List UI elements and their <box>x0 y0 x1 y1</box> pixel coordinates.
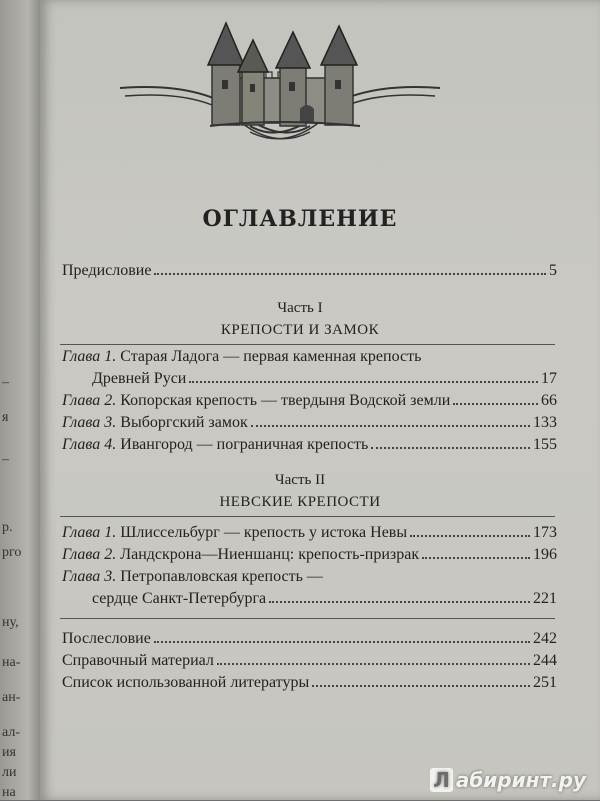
toc-title: ОГЛАВЛЕНИЕ <box>202 206 398 232</box>
left-page-fragment: ия <box>2 745 16 760</box>
part-1-subtitle: КРЕПОСТИ И ЗАМОК <box>220 322 380 338</box>
toc-entry-label: Послесловие <box>62 630 151 647</box>
dot-leader <box>371 447 530 449</box>
dot-leader <box>154 641 530 643</box>
toc-entry-part1-ch1-line1[interactable] <box>62 348 421 366</box>
dot-leader <box>410 535 530 537</box>
toc-entry-reference[interactable] <box>62 652 557 670</box>
chapter-number: Глава 1. <box>62 348 117 365</box>
castle-illustration <box>120 18 440 148</box>
part-2-heading: Часть II <box>274 472 326 488</box>
dot-leader <box>189 381 538 383</box>
chapter-number: Глава 3. <box>62 568 117 585</box>
toc-page <box>40 0 600 800</box>
chapter-title: Старая Ладога — первая каменная крепость <box>120 348 422 365</box>
left-page-edge <box>0 0 40 800</box>
divider <box>60 344 555 345</box>
chapter-number: Глава 3. <box>62 414 117 431</box>
left-page-fragment: рго <box>2 545 22 560</box>
dot-leader <box>217 663 530 665</box>
left-page-fragment: – <box>2 452 9 467</box>
left-page-fragment: ну, <box>2 615 19 630</box>
left-page-fragment: ли <box>2 765 17 780</box>
divider <box>60 618 555 619</box>
toc-entry-part1-ch2[interactable] <box>62 392 557 410</box>
watermark-letter: Л <box>430 768 453 792</box>
watermark-logo <box>430 768 586 792</box>
toc-entry-part1-ch1-line2[interactable] <box>92 370 557 388</box>
chapter-title: Шлиссельбург — крепость у истока Невы <box>120 524 408 541</box>
chapter-number: Глава 2. <box>62 392 117 409</box>
chapter-title: Ландскрона—Ниеншанц: крепость-призрак <box>120 546 420 563</box>
dot-leader <box>422 557 530 559</box>
toc-entry-label: Предисловие <box>62 262 152 279</box>
chapter-title: Ивангород — пограничная крепость <box>120 436 369 453</box>
toc-entry-page: 196 <box>533 546 557 563</box>
watermark-text: абиринт.ру <box>455 768 586 792</box>
toc-entry-preface[interactable] <box>62 262 557 280</box>
dot-leader <box>453 403 538 405</box>
chapter-title-cont: сердце Санкт-Петербурга <box>92 590 267 607</box>
dot-leader <box>312 685 530 687</box>
dot-leader <box>154 273 546 275</box>
left-page-fragment: я <box>2 410 9 425</box>
toc-entry-afterword[interactable] <box>62 630 557 648</box>
chapter-title: Петропавловская крепость — <box>120 568 323 585</box>
toc-entry-page: 133 <box>533 414 557 431</box>
part-2-subtitle: НЕВСКИЕ КРЕПОСТИ <box>219 494 381 510</box>
left-page-fragment: ал- <box>2 725 20 740</box>
toc-entry-part1-ch3[interactable] <box>62 414 557 432</box>
chapter-title: Копорская крепость — твердыня Водской земли <box>120 392 451 409</box>
toc-entry-label: Справочный материал <box>62 652 214 669</box>
toc-entry-page: 251 <box>533 674 557 691</box>
toc-entry-page: 66 <box>541 392 557 409</box>
left-page-fragment: ан- <box>2 690 21 705</box>
left-page-fragment: р. <box>2 520 13 535</box>
chapter-number: Глава 1. <box>62 524 117 541</box>
chapter-number: Глава 4. <box>62 436 117 453</box>
toc-entry-page: 221 <box>533 590 557 607</box>
toc-entry-part2-ch3-line1[interactable] <box>62 568 323 586</box>
chapter-title-cont: Древней Руси <box>92 370 187 387</box>
left-page-fragment: на <box>2 785 16 800</box>
part-1-heading: Часть I <box>277 300 323 316</box>
toc-entry-part2-ch1[interactable] <box>62 524 557 542</box>
toc-entry-bibliography[interactable] <box>62 674 557 692</box>
divider <box>60 516 555 517</box>
toc-entry-page: 17 <box>541 370 557 387</box>
left-page-fragment: – <box>2 375 9 390</box>
left-page-fragment: на- <box>2 655 21 670</box>
toc-entry-part2-ch3-line2[interactable] <box>92 590 557 608</box>
chapter-title: Выборгский замок <box>120 414 248 431</box>
toc-entry-page: 155 <box>533 436 557 453</box>
dot-leader <box>251 425 530 427</box>
toc-entry-page: 5 <box>549 262 557 279</box>
dot-leader <box>269 601 530 603</box>
toc-entry-part1-ch4[interactable] <box>62 436 557 454</box>
toc-entry-page: 242 <box>533 630 557 647</box>
toc-entry-page: 173 <box>533 524 557 541</box>
toc-entry-page: 244 <box>533 652 557 669</box>
chapter-number: Глава 2. <box>62 546 117 563</box>
toc-entry-label: Список использованной литературы <box>62 674 310 691</box>
toc-entry-part2-ch2[interactable] <box>62 546 557 564</box>
